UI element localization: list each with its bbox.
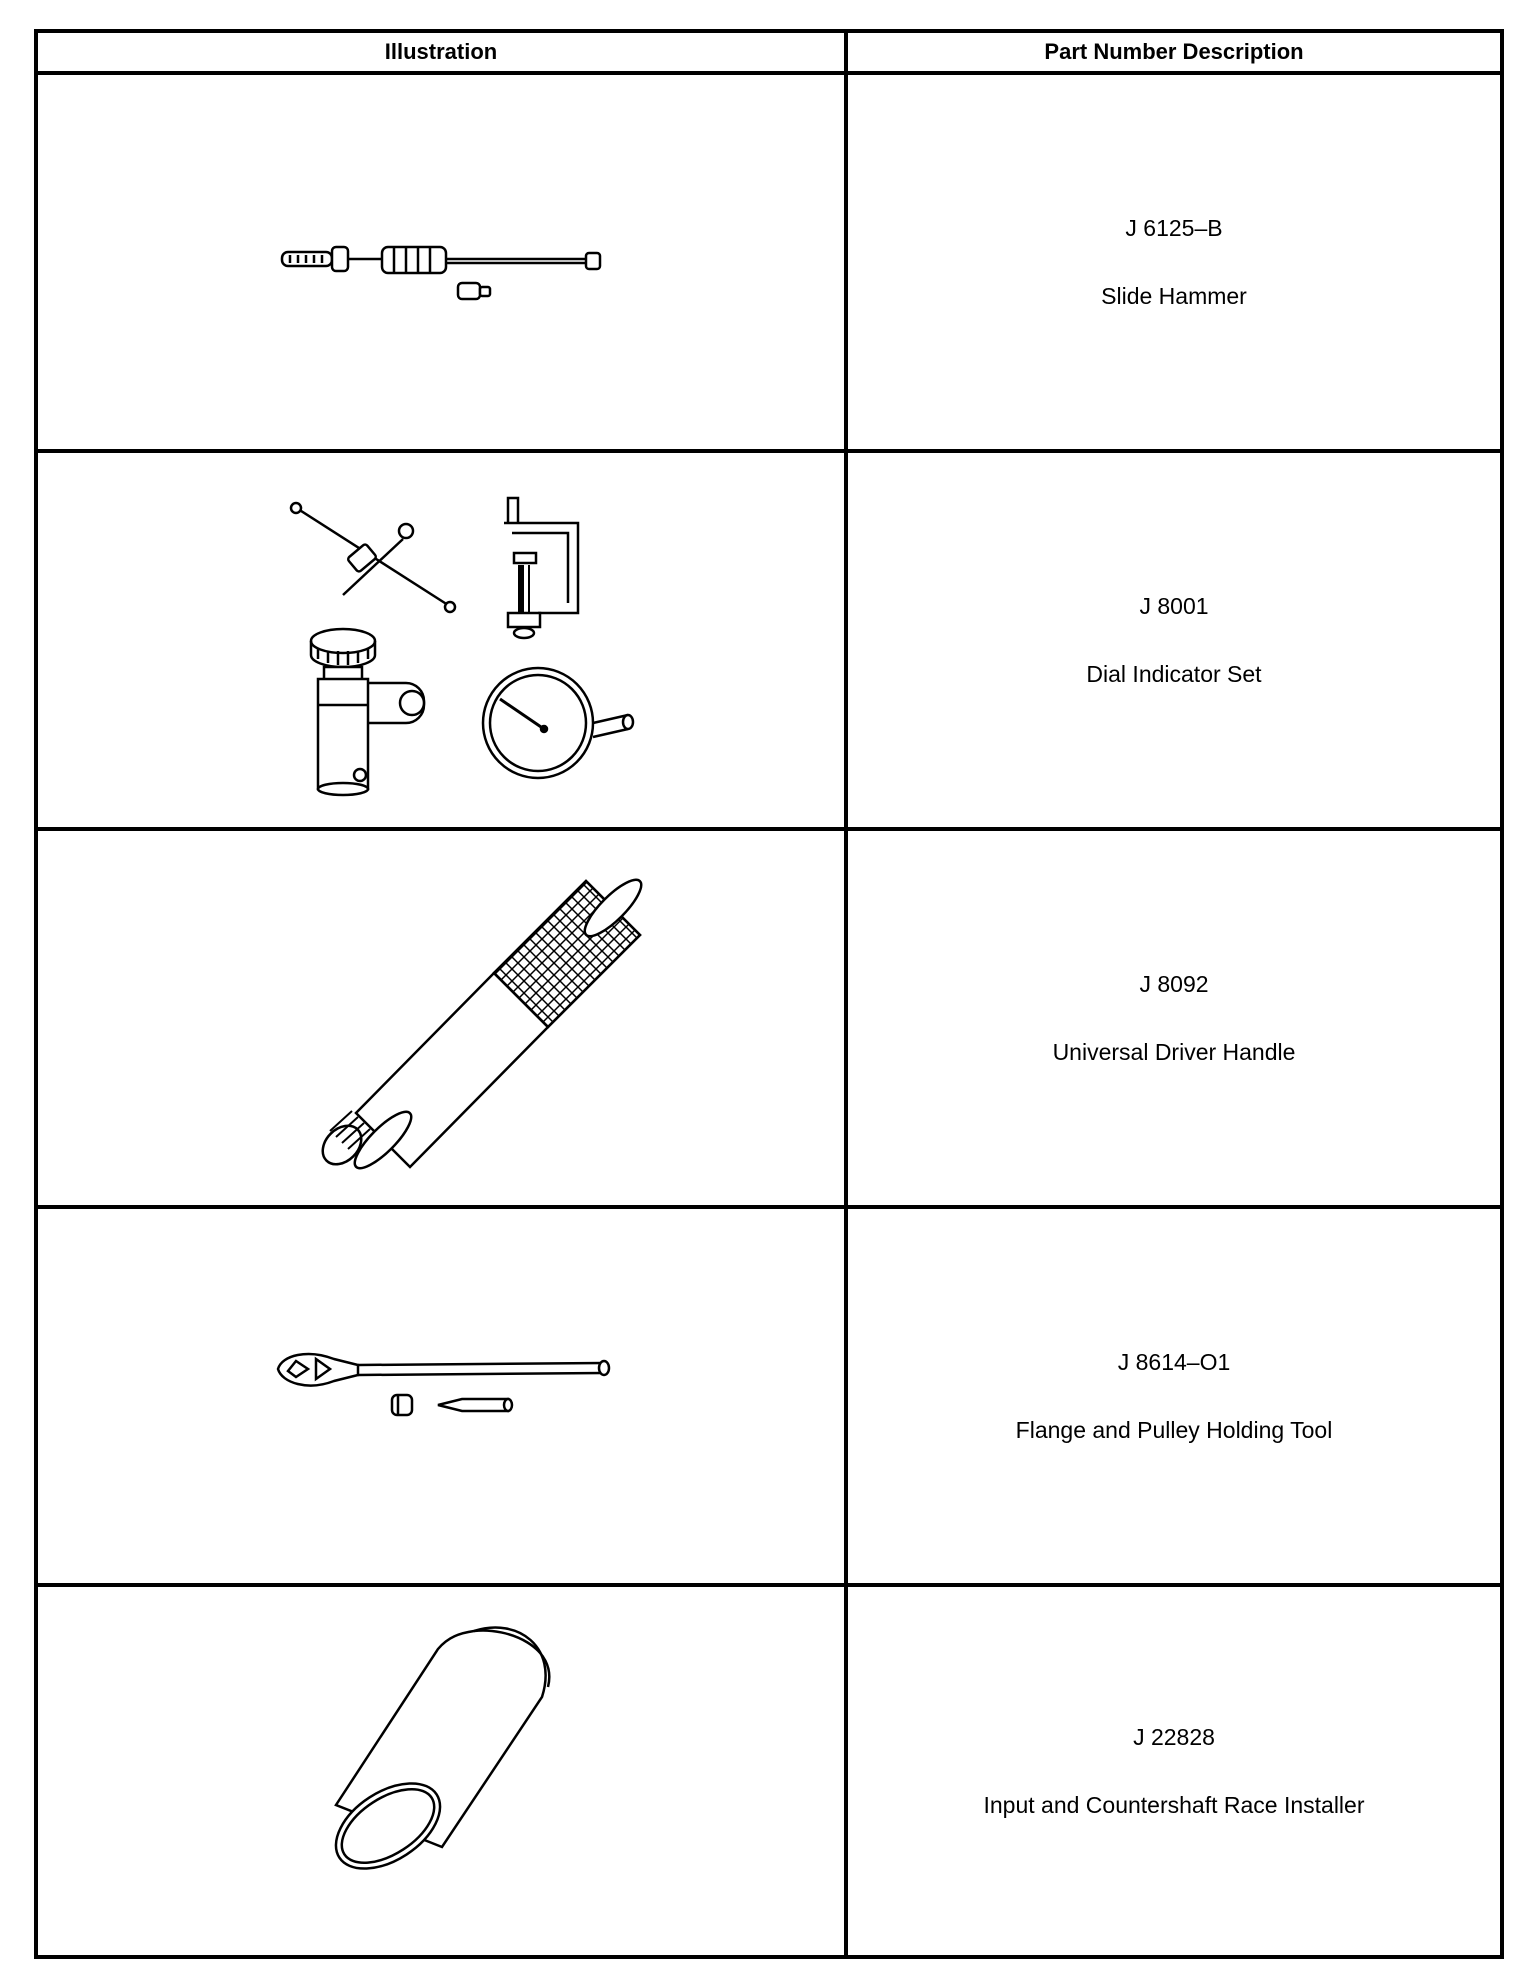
part-number: J 6125–B (1125, 215, 1223, 241)
race-installer-icon (38, 1587, 844, 1955)
part-description: Universal Driver Handle (1052, 1039, 1296, 1065)
header-part-number-description: Part Number Description (1044, 39, 1304, 64)
description-cell (848, 75, 1500, 449)
part-description: Flange and Pulley Holding Tool (1015, 1417, 1333, 1443)
table-row (38, 453, 1500, 827)
part-description: Dial Indicator Set (1086, 661, 1262, 687)
description-cell (848, 453, 1500, 827)
illustration-cell (38, 75, 844, 449)
dial-indicator-set-icon (38, 453, 844, 827)
part-number: J 8092 (1139, 971, 1209, 997)
part-description: Slide Hammer (1101, 283, 1247, 309)
header-illustration: Illustration (384, 39, 498, 64)
description-cell (848, 1209, 1500, 1583)
driver-handle-icon (38, 831, 844, 1205)
table-row (38, 831, 1500, 1205)
description-cell (848, 831, 1500, 1205)
part-number: J 22828 (1133, 1724, 1215, 1750)
part-number: J 8001 (1139, 593, 1209, 619)
table-row (38, 75, 1500, 449)
holding-tool-icon (38, 1209, 844, 1583)
part-description: Input and Countershaft Race Installer (983, 1792, 1365, 1818)
table-row (38, 1587, 1500, 1955)
illustration-cell (38, 831, 844, 1205)
illustration-cell (38, 1209, 844, 1583)
description-cell (848, 1587, 1500, 1955)
part-number: J 8614–O1 (1117, 1349, 1231, 1375)
special-tools-table (34, 29, 1504, 1959)
slide-hammer-icon (38, 75, 844, 449)
illustration-cell (38, 453, 844, 827)
table-header (38, 33, 1500, 75)
illustration-cell (38, 1587, 844, 1955)
table-row (38, 1209, 1500, 1583)
